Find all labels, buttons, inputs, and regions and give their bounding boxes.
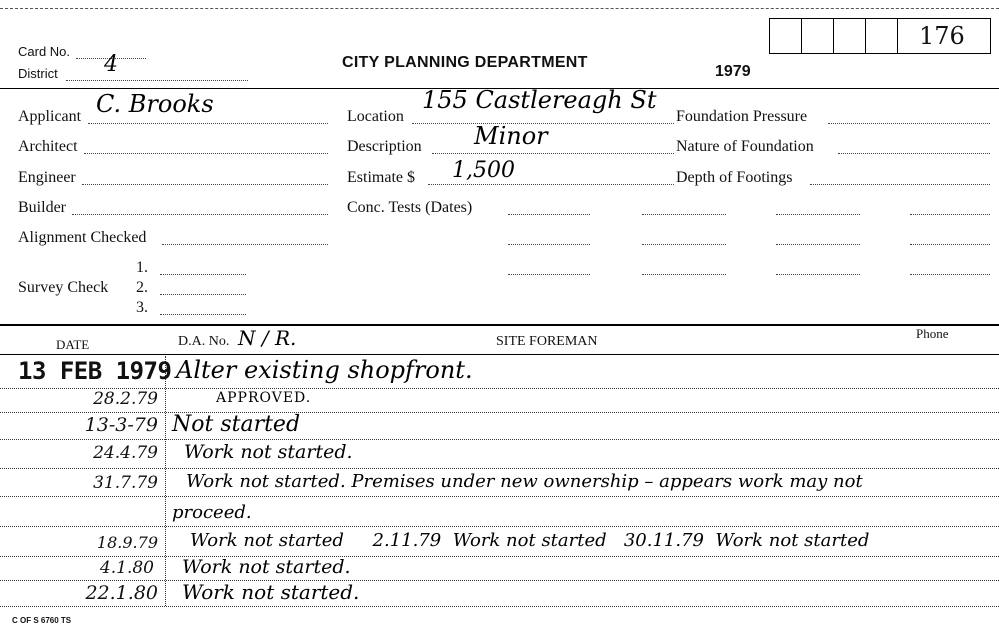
location-value: 155 Castlereagh St xyxy=(422,86,657,114)
architect-line xyxy=(84,153,328,154)
location-label: Location xyxy=(347,108,404,125)
log-row xyxy=(0,412,999,439)
foundation-pressure-line xyxy=(828,123,990,124)
log-entry: Alter existing shopfront. xyxy=(176,356,473,384)
log-entry: Work not started. xyxy=(182,580,360,604)
log-entry: proceed. xyxy=(172,502,252,523)
log-header-rule xyxy=(0,354,999,355)
year: 1979 xyxy=(715,63,751,80)
conc-line-b2 xyxy=(642,244,726,245)
top-edge xyxy=(0,8,999,9)
log-date: 13 FEB 1979 xyxy=(18,357,172,385)
survey-num-3: 3. xyxy=(136,299,148,316)
conc-line-a3 xyxy=(508,274,590,275)
description-line xyxy=(432,153,674,154)
log-entry: Work not started. Premises under new ownership – appears work may not xyxy=(186,471,863,492)
conc-line-a1 xyxy=(508,214,590,215)
log-date: 4.1.80 xyxy=(99,558,154,578)
builder-label: Builder xyxy=(18,199,66,216)
log-row xyxy=(0,526,999,556)
estimate-value: 1,500 xyxy=(452,158,515,183)
applicant-line xyxy=(88,123,328,124)
card-number: 176 xyxy=(919,22,965,50)
card-no-label: Card No. xyxy=(18,44,71,59)
form-code: C OF S 6760 TS xyxy=(12,616,72,625)
engineer-line xyxy=(82,184,328,185)
log-row xyxy=(0,388,999,412)
survey-line-3 xyxy=(160,314,246,315)
date-header: DATE xyxy=(56,337,90,352)
conc-line-c2 xyxy=(776,244,860,245)
log-date: 18.9.79 xyxy=(96,533,158,552)
conc-line-b1 xyxy=(642,214,726,215)
da-no-value: N / R. xyxy=(238,326,297,350)
log-entry: Not started xyxy=(172,412,301,437)
log-date: 24.4.79 xyxy=(93,443,158,463)
log-row xyxy=(0,556,999,580)
foundation-pressure-label: Foundation Pressure xyxy=(676,108,808,125)
da-no-label: D.A. No. xyxy=(178,334,230,349)
log-entry: Work not started. xyxy=(184,441,353,463)
conc-line-d3 xyxy=(910,274,990,275)
survey-num-2: 2. xyxy=(136,279,148,296)
survey-num-1: 1. xyxy=(136,259,148,276)
survey-line-1 xyxy=(160,274,246,275)
district-label: District xyxy=(18,66,58,81)
department-title: CITY PLANNING DEPARTMENT xyxy=(342,54,588,71)
description-label: Description xyxy=(347,138,422,155)
phone-header: Phone xyxy=(916,326,949,341)
log-date: 31.7.79 xyxy=(93,473,158,493)
depth-footings-label: Depth of Footings xyxy=(676,169,793,186)
log-row xyxy=(0,356,999,388)
log-entry: APPROVED. xyxy=(216,390,312,406)
conc-line-d2 xyxy=(910,244,990,245)
applicant-label: Applicant xyxy=(18,108,82,125)
description-value: Minor xyxy=(474,122,548,150)
nature-foundation-label: Nature of Foundation xyxy=(676,138,814,155)
estimate-label: Estimate $ xyxy=(347,169,415,186)
alignment-line xyxy=(162,244,328,245)
log-date: 28.2.79 xyxy=(93,389,158,409)
log-date: 13-3-79 xyxy=(84,414,158,436)
log-row xyxy=(0,580,999,606)
nature-foundation-line xyxy=(838,153,990,154)
depth-footings-line xyxy=(810,184,990,185)
district-value: 4 xyxy=(104,52,118,77)
section-divider xyxy=(0,324,999,326)
conc-line-c1 xyxy=(776,214,860,215)
survey-line-2 xyxy=(160,294,246,295)
conc-tests-label: Conc. Tests (Dates) xyxy=(347,199,473,216)
engineer-label: Engineer xyxy=(18,169,76,186)
conc-line-a2 xyxy=(508,244,590,245)
conc-line-d1 xyxy=(910,214,990,215)
log-row xyxy=(0,496,999,526)
builder-line xyxy=(72,214,328,215)
survey-label: Survey Check xyxy=(18,279,109,296)
log-entry: Work not started 2.11.79 Work not started 30.11.79 Work not started xyxy=(190,530,870,551)
conc-line-b3 xyxy=(642,274,726,275)
conc-line-c3 xyxy=(776,274,860,275)
log-row xyxy=(0,468,999,496)
log-row xyxy=(0,439,999,468)
architect-label: Architect xyxy=(18,138,78,155)
alignment-label: Alignment Checked xyxy=(18,229,147,246)
log-entry: Work not started. xyxy=(182,556,351,578)
log-date: 22.1.80 xyxy=(85,582,158,604)
card-number-boxes xyxy=(769,18,991,54)
estimate-line xyxy=(428,184,674,185)
site-foreman-header: SITE FOREMAN xyxy=(496,334,598,349)
district-line xyxy=(66,80,248,81)
applicant-value: C. Brooks xyxy=(96,90,214,118)
